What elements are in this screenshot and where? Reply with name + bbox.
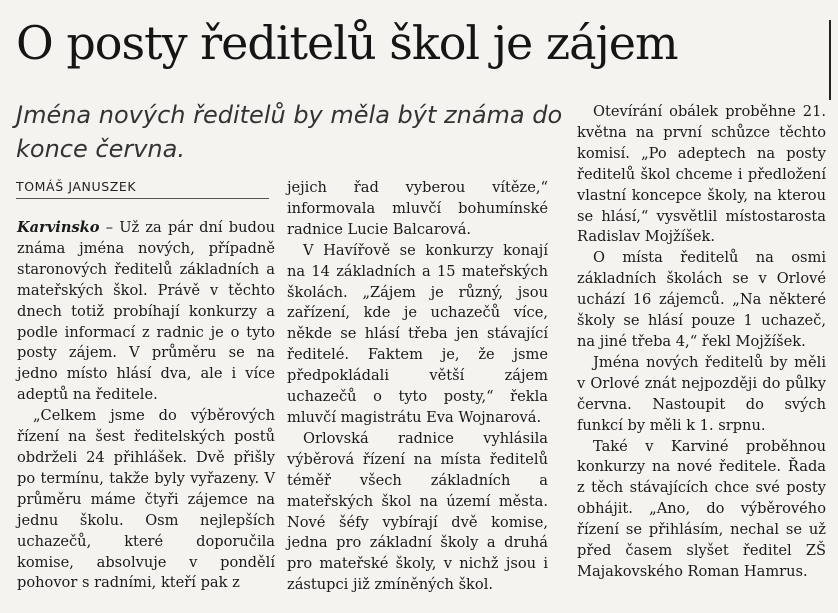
paragraph: Orlovská radnice vyhlásila výběrová řízení na místa ředitelů téměř všech základních a mateřských škol na území města. Nové šéfy vybírají dvě komise, jedna pro základní školy a druhá pro mateřské školy, v nichž jsou i zástupci již zmíněných škol. [287, 429, 548, 594]
paragraph: Také v Karviné proběhnou konkurzy na nové ředitele. Řada z těch stávajících chce své posty obhájit. „Ano, do výběrového řízení se přihlásím, nechal se už před časem slyšet ředitel ZŠ Majakovského Roman Hamrus. [577, 437, 826, 580]
lead-paragraph [17, 218, 275, 406]
article-column-1 [17, 218, 275, 594]
byline: TOMÁŠ JANUSZEK [16, 179, 269, 199]
paragraph: Otevírání obálek proběhne 21. května na první schůzce těchto komisí. „Po adeptech na posty ředitelů škol chceme i předložení vlastní koncepce školy, na kterou se hlásí,“ vysvětlil místostarosta Radislav Mojžíšek. [577, 103, 826, 246]
paragraph: „Celkem jsme do výběrových řízení na šest ředitelských postů obdrželi 24 přihlášek. Dvě přišly po termínu, takže byly vyřazeny. V průměru máme čtyři zájemce na jednu školu. Osm nejlepších uchazečů, které doporučila komise, absolvuje v pondělí pohovor s radními, kteří pak z [17, 407, 275, 592]
paragraph: jejich řad vyberou vítěze,“ informovala mluvčí bohumínské radnice Lucie Balcarová. [287, 179, 548, 238]
column-rule [829, 20, 831, 100]
lead-dash: – [99, 219, 120, 236]
paragraph: Jména nových ředitelů by měli v Orlové znát nejpozději do půlky června. Nastoupit do svých funkcí by měli k 1. srpnu. [577, 353, 826, 434]
lead-place: Karvinsko [17, 219, 100, 236]
article-column-3 [577, 102, 826, 583]
paragraph-text: Už za pár dní budou známa jména nových, případně staronových ředitelů základních a mateřských škol. Právě v těchto dnech totiž probíhají konkurzy a podle informací z radnic je o tyto posty zájem. V průměru se na jedno místo hlásí dva, ale i více adeptů na ředitele. [17, 219, 275, 404]
subheadline: Jména nových ředitelů by měla být známa do konce června. [16, 101, 563, 163]
article-column-2 [287, 178, 548, 596]
paragraph: O místa ředitelů na osmi základních školách se v Orlové uchází 16 zájemců. „Na některé školy se hlásí pouze 1 uchazeč, na jiné třeba 4,“ řekl Mojžíšek. [577, 249, 826, 350]
headline: O posty ředitelů škol je zájem [16, 16, 678, 70]
paragraph: V Havířově se konkurzy konají na 14 základních a 15 mateřských školách. „Zájem je různý, jsou zařízení, kde je uchazečů více, někde se hlásí třeba jen stávající ředitelé. Faktem je, že jsme předpokládali větší zájem uchazečů o tyto posty,“ řekla mluvčí magistrátu Eva Wojnarová. [287, 241, 548, 426]
